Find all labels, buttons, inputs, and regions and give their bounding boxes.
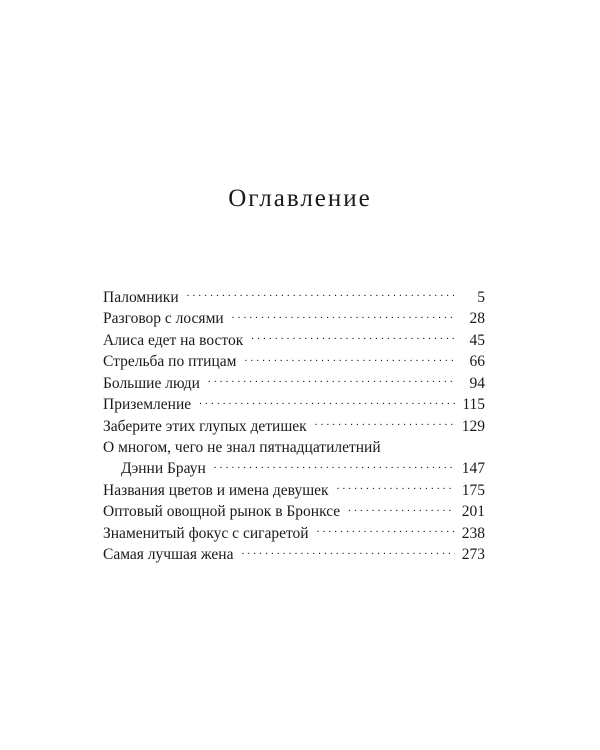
toc-entry bbox=[103, 522, 485, 544]
toc-entry-title: Знаменитый фокус с сигаретой bbox=[103, 524, 309, 542]
toc-entry-title: Приземление bbox=[103, 396, 192, 413]
dot-leader bbox=[187, 286, 455, 302]
toc-entry-title: Разговор с лосями bbox=[103, 310, 224, 327]
toc-entry-title: Оптовый овощной рынок в Бронксе bbox=[103, 503, 341, 520]
toc-entry-page: 147 bbox=[461, 460, 485, 477]
toc-entry-page: 175 bbox=[461, 481, 485, 499]
toc-entry-page: 45 bbox=[469, 331, 485, 349]
dot-leader bbox=[214, 458, 455, 474]
toc-entry-page: 129 bbox=[461, 417, 485, 435]
toc-entry-title-line1: О многом, чего не знал пятнадцатилетний bbox=[103, 438, 381, 456]
toc-entry bbox=[103, 394, 485, 416]
dot-leader bbox=[199, 394, 455, 410]
toc-entry bbox=[103, 351, 485, 373]
toc-entry bbox=[103, 372, 485, 394]
toc-entry bbox=[103, 415, 485, 437]
toc-entry bbox=[103, 544, 485, 566]
dot-leader bbox=[337, 479, 455, 495]
dot-leader bbox=[208, 372, 455, 388]
dot-leader bbox=[244, 351, 455, 367]
toc-entry bbox=[103, 329, 485, 351]
table-of-contents bbox=[103, 286, 485, 565]
toc-entry-page: 201 bbox=[461, 503, 485, 520]
dot-leader bbox=[241, 544, 455, 560]
dot-leader bbox=[232, 308, 455, 324]
dot-leader bbox=[317, 522, 455, 538]
toc-entry-page: 115 bbox=[462, 396, 485, 413]
toc-entry-page: 66 bbox=[469, 353, 485, 370]
toc-entry-title: Паломники bbox=[103, 288, 179, 306]
toc-entry-page: 94 bbox=[469, 374, 485, 392]
toc-entry-title: Стрельба по птицам bbox=[103, 353, 237, 370]
toc-entry bbox=[103, 479, 485, 501]
toc-entry bbox=[103, 501, 485, 523]
toc-entry-title: Большие люди bbox=[103, 374, 200, 392]
dot-leader bbox=[315, 415, 455, 431]
toc-entry-page: 28 bbox=[469, 310, 485, 327]
toc-entry-page: 5 bbox=[477, 288, 485, 306]
toc-entry bbox=[103, 308, 485, 330]
toc-entry-title: Заберите этих глупых детишек bbox=[103, 417, 307, 435]
toc-entry bbox=[103, 458, 485, 480]
dot-leader bbox=[348, 501, 455, 517]
dot-leader bbox=[251, 329, 455, 345]
toc-entry-title: Дэнни Браун bbox=[121, 460, 206, 477]
toc-entry-title: Алиса едет на восток bbox=[103, 331, 244, 349]
toc-entry bbox=[103, 286, 485, 308]
toc-entry-page: 273 bbox=[461, 546, 485, 563]
toc-entry-title: Названия цветов и имена девушек bbox=[103, 481, 329, 499]
toc-entry-title: Самая лучшая жена bbox=[103, 546, 234, 563]
page-title: Оглавление bbox=[228, 185, 372, 212]
toc-entry-page: 238 bbox=[461, 524, 485, 542]
